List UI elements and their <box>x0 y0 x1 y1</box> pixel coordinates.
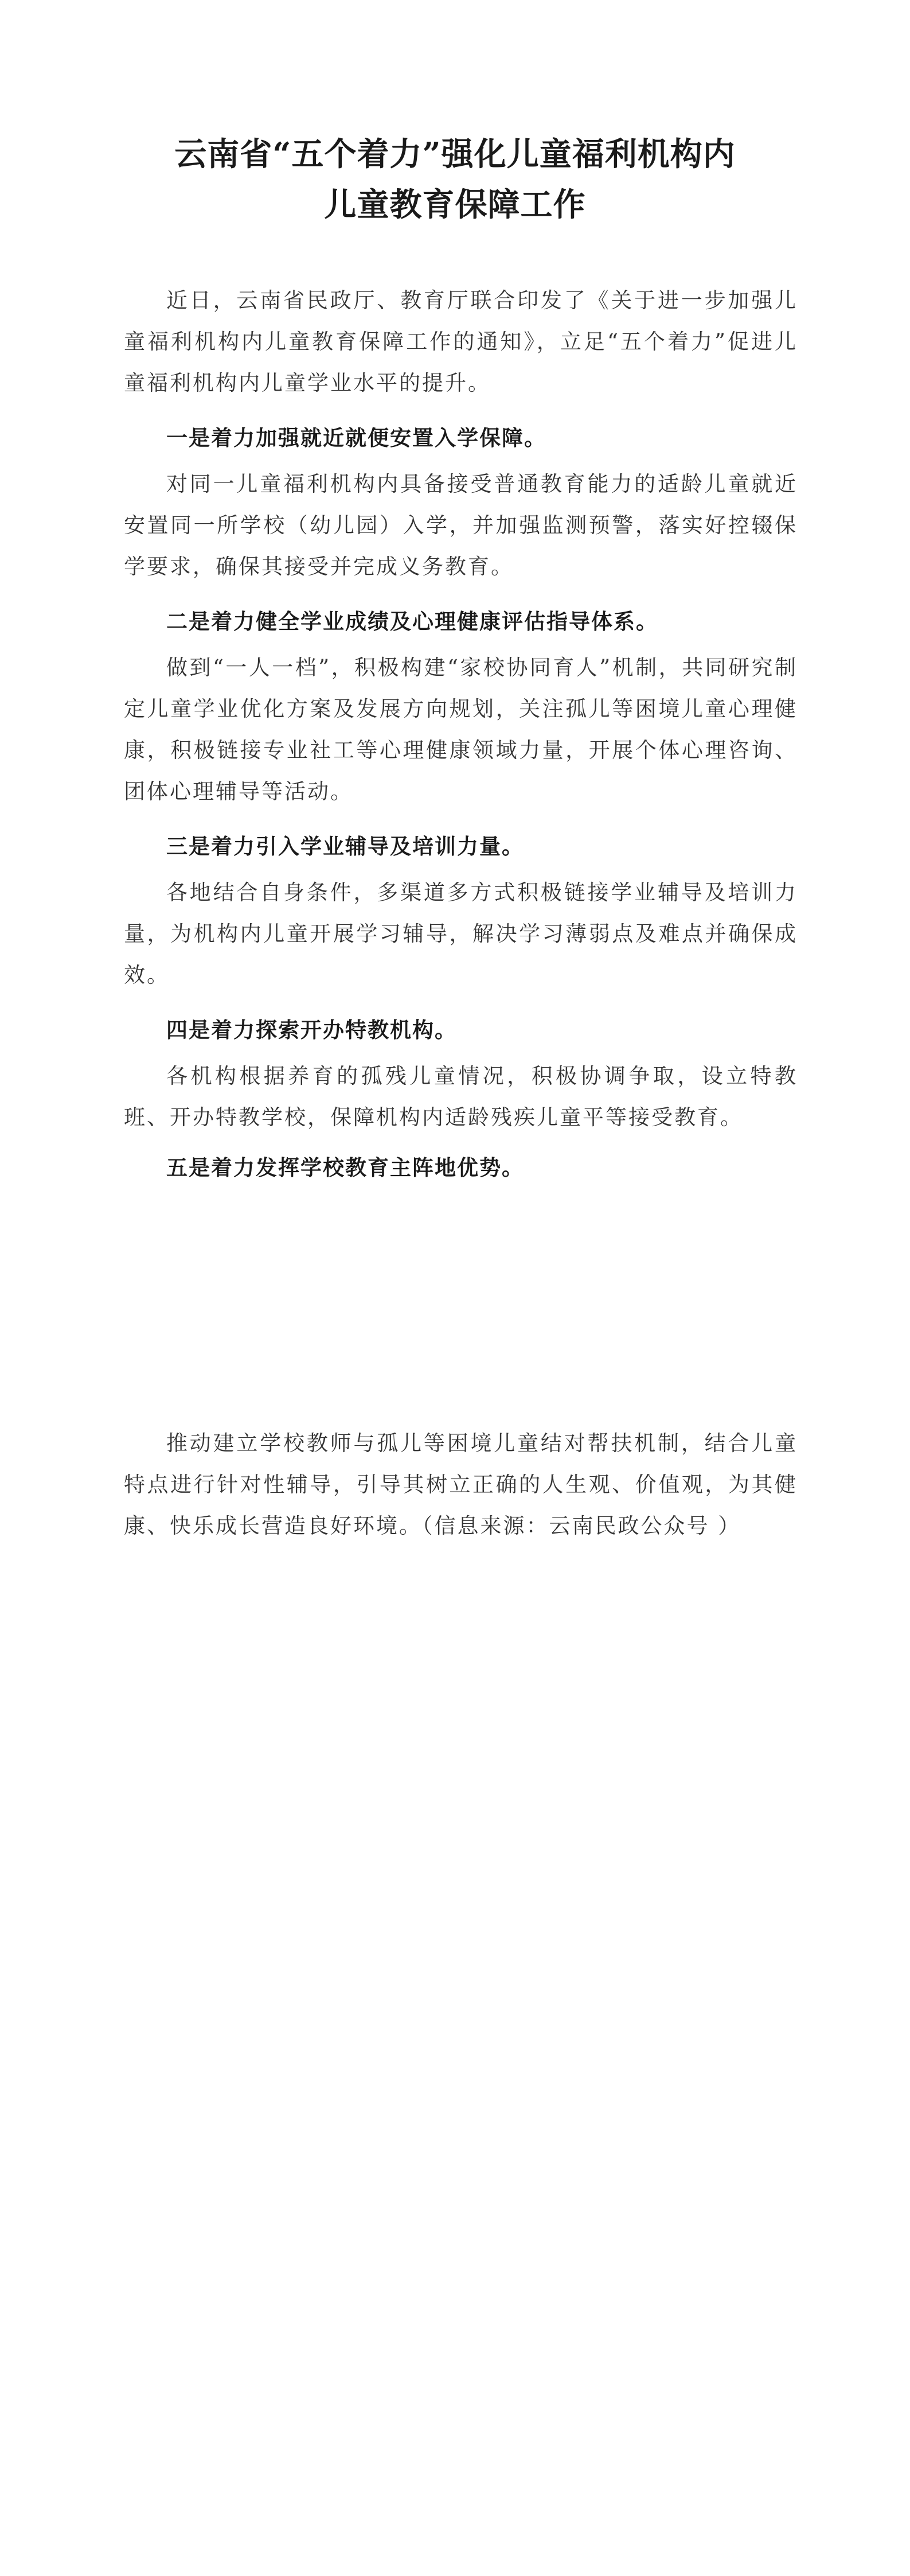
section-heading-5: 五是着力发挥学校教育主阵地优势。 <box>166 1155 524 1180</box>
section-heading-3: 三是着力引入学业辅导及培训力量。 <box>166 834 524 859</box>
section-body-4: 各机构根据养育的孤残儿童情况，积极协调争取，设立特教班、开办特教学校，保障机构内适龄残疾儿童平等接受教育。 <box>124 1064 798 1130</box>
title-line-1: 云南省“五个着力”强化儿童福利机构内 <box>174 135 736 173</box>
page-title <box>115 129 795 230</box>
section-heading-4: 四是着力探索开办特教机构。 <box>166 1018 457 1042</box>
section-body-3: 各地结合自身条件，多渠道多方式积极链接学业辅导及培训力量，为机构内儿童开展学习辅导，解决学习薄弱点及难点并确保成效。 <box>124 880 798 987</box>
title-line-2: 儿童教育保障工作 <box>324 186 586 224</box>
section-heading-1: 一是着力加强就近就便安置入学保障。 <box>166 426 546 450</box>
section-heading-2: 二是着力健全学业成绩及心理健康评估指导体系。 <box>166 609 658 634</box>
section-body-5: 推动建立学校教师与孤儿等困境儿童结对帮扶机制，结合儿童特点进行针对性辅导，引导其树立正确的人生观、价值观，为其健康、快乐成长营造良好环境。（信息来源：云南民政公众号 ） <box>124 1431 798 1538</box>
section-body-2: 做到“一人一档”，积极构建“家校协同育人”机制，共同研究制定儿童学业优化方案及发展方向规划，关注孤儿等困境儿童心理健康，积极链接专业社工等心理健康领域力量，开展个体心理咨询、团体心理辅导等活动。 <box>124 655 798 804</box>
section-body-1: 对同一儿童福利机构内具备接受普通教育能力的适龄儿童就近安置同一所学校（幼儿园）入学，并加强监测预警，落实好控辍保学要求，确保其接受并完成义务教育。 <box>124 472 798 579</box>
intro-paragraph: 近日，云南省民政厅、教育厅联合印发了《关于进一步加强儿童福利机构内儿童教育保障工作的通知》，立足“五个着力”促进儿童福利机构内儿童学业水平的提升。 <box>124 288 798 395</box>
